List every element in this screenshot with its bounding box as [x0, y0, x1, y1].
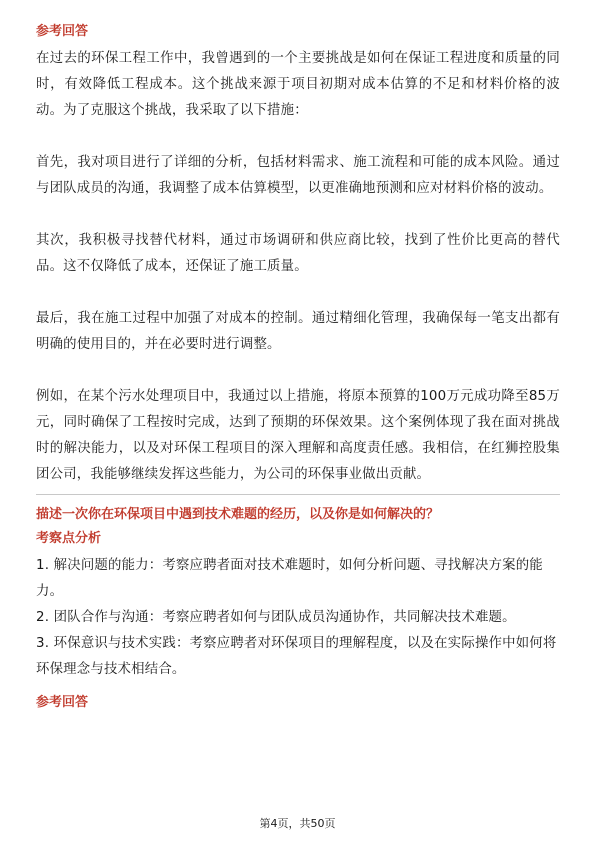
- paragraph-spacer: [36, 124, 560, 150]
- answer-paragraph-intro: 在过去的环保工程工作中，我曾遇到的一个主要挑战是如何在保证工程进度和质量的同时，有效降低工程成本。这个挑战来源于项目初期对成本估算的不足和材料价格的波动。为了克服这个挑战，我采取了以下措施：: [36, 51, 560, 118]
- reference-answer-heading: 参考回答: [36, 24, 89, 39]
- answer-paragraph-second: 其次，我积极寻找替代材料，通过市场调研和供应商比较，找到了性价比更高的替代品。这不仅降低了成本，还保证了施工质量。: [36, 233, 560, 274]
- section-divider: [36, 494, 560, 495]
- reference-answer-heading-2: 参考回答: [36, 695, 89, 710]
- analysis-item-1: 1. 解决问题的能力：考察应聘者面对技术难题时，如何分析问题、寻找解决方案的能力。: [36, 558, 543, 599]
- section-spacer: [36, 683, 560, 693]
- page-content: [36, 22, 560, 717]
- paragraph-spacer: [36, 202, 560, 228]
- analysis-item-3: 3. 环保意识与技术实践：考察应聘者对环保项目的理解程度，以及在实际操作中如何将环保理念与技术相结合。: [36, 636, 557, 677]
- analysis-heading: 考察点分析: [36, 531, 102, 546]
- interview-question: 描述一次你在环保项目中遇到技术难题的经历，以及你是如何解决的？: [36, 507, 440, 522]
- paragraph-spacer: [36, 358, 560, 384]
- answer-paragraph-example: 例如，在某个污水处理项目中，我通过以上措施，将原本预算的100万元成功降至85万元，同时确保了工程按时完成，达到了预期的环保效果。这个案例体现了我在面对挑战时的解决能力，以及对环保工程项目的深入理解和高度责任感。我相信，在红狮控股集团公司，我能够继续发挥这些能力，为公司的环保事业做出贡献。: [36, 389, 560, 482]
- answer-paragraph-first: 首先，我对项目进行了详细的分析，包括材料需求、施工流程和可能的成本风险。通过与团队成员的沟通，我调整了成本估算模型，以更准确地预测和应对材料价格的波动。: [36, 155, 560, 196]
- analysis-item-2: 2. 团队合作与沟通：考察应聘者如何与团队成员沟通协作，共同解决技术难题。: [36, 610, 516, 625]
- answer-paragraph-last: 最后，我在施工过程中加强了对成本的控制。通过精细化管理，我确保每一笔支出都有明确的使用目的，并在必要时进行调整。: [36, 311, 560, 352]
- page-number: 第4页，共50页: [259, 817, 336, 830]
- paragraph-spacer: [36, 280, 560, 306]
